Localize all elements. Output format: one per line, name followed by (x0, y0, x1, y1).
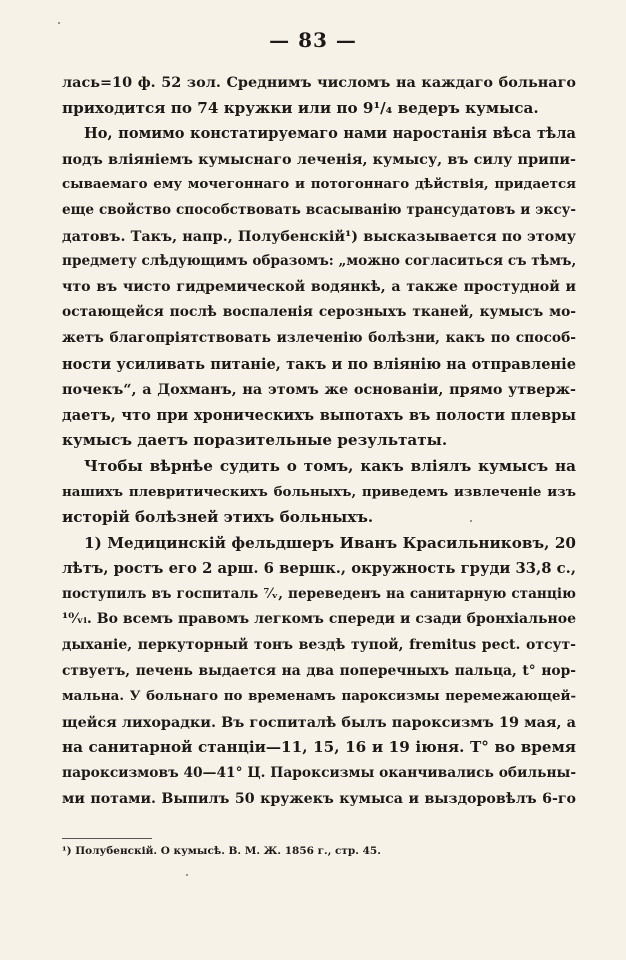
text-line: приходится по 74 кружки или по 9¹/₄ ведеръ кумыса. (62, 98, 539, 117)
text-line: Но, помимо констатируемаго нами наростанія вѣса тѣла (84, 125, 576, 143)
text-line: ствуетъ, печень выдается на два поперечныхъ пальца, t° нор- (62, 662, 576, 679)
page-number: — 83 — (269, 28, 357, 52)
text-line: лѣтъ, ростъ его 2 арш. 6 вершк., окружность груди 33,8 с., (62, 560, 576, 578)
text-line: кумысъ даетъ поразительные результаты. (62, 431, 448, 450)
text-line: что въ чисто гидремической водянкѣ, а также простудной и (62, 278, 576, 295)
paper-speck (186, 874, 188, 876)
text-line: датовъ. Такъ, напр., Полубенскій¹) высказывается по этому (62, 227, 576, 245)
text-line: пароксизмовъ 40—41° Ц. Пароксизмы оканчивались обильны- (62, 765, 576, 782)
text-line: ¹⁰⁄ᵥᵢ. Во всемъ правомъ легкомъ спереди и сзади бронхіальное (62, 611, 576, 628)
paper-speck (58, 22, 60, 24)
text-line: предмету слѣдующимъ образомъ: „можно согласиться съ тѣмъ, (62, 253, 576, 270)
text-line: даетъ, что при хроническихъ выпотахъ въ полости плевры (62, 406, 576, 424)
text-line: на санитарной станціи—11, 15, 16 и 19 іюня. T° во время (62, 738, 576, 757)
footnote: ¹) Полубенскій. О кумысѣ. В. М. Ж. 1856 г., стр. 45. (62, 845, 381, 857)
text-line: дыханіе, перкуторный тонъ вездѣ тупой, fremitus pect. отсут- (62, 637, 576, 654)
text-line: подъ вліяніемъ кумыснаго леченія, кумысу, въ силу припи- (62, 150, 576, 168)
text-line: щейся лихорадки. Въ госпиталѣ былъ пароксизмъ 19 мая, а (62, 713, 576, 731)
text-line: ности усиливать питаніе, такъ и по вліянію на отправленіе (62, 355, 576, 373)
text-line: лась=10 ф. 52 зол. Среднимъ числомъ на каждаго больнаго (62, 74, 576, 91)
text-line: еще свойство способствовать всасыванію трансудатовъ и эксу- (62, 201, 576, 218)
text-line: остающейся послѣ воспаленія серозныхъ тканей, кумысъ мо- (62, 304, 576, 321)
footnote-divider (62, 838, 152, 839)
text-line: мальна. У больнаго по временамъ пароксизмы перемежающей- (62, 688, 576, 705)
text-line: нашихъ плевритическихъ больныхъ, приведемъ извлеченіе изъ (62, 483, 576, 500)
text-line: 1) Медицинскій фельдшеръ Иванъ Красильниковъ, 20 (84, 533, 576, 552)
text-line: сываемаго ему мочегоннаго и потогоннаго дѣйствія, придается (62, 176, 576, 193)
text-line: Чтобы вѣрнѣе судить о томъ, какъ вліялъ кумысъ на (84, 456, 576, 475)
text-line: поступилъ въ госпиталь ⁷⁄ᵥ, переведенъ на санитарную станцію (62, 585, 576, 602)
text-line: ми потами. Выпилъ 50 кружекъ кумыса и выздоровѣлъ 6-го (62, 790, 576, 807)
paper-speck (470, 520, 472, 522)
body-text (62, 70, 576, 812)
text-line: почекъ“, а Дохманъ, на этомъ же основаніи, прямо утверж- (62, 381, 576, 399)
text-line: жетъ благопріятствовать излеченію болѣзни, какъ по способ- (62, 329, 576, 346)
text-line: исторій болѣзней этихъ больныхъ. (62, 508, 374, 527)
